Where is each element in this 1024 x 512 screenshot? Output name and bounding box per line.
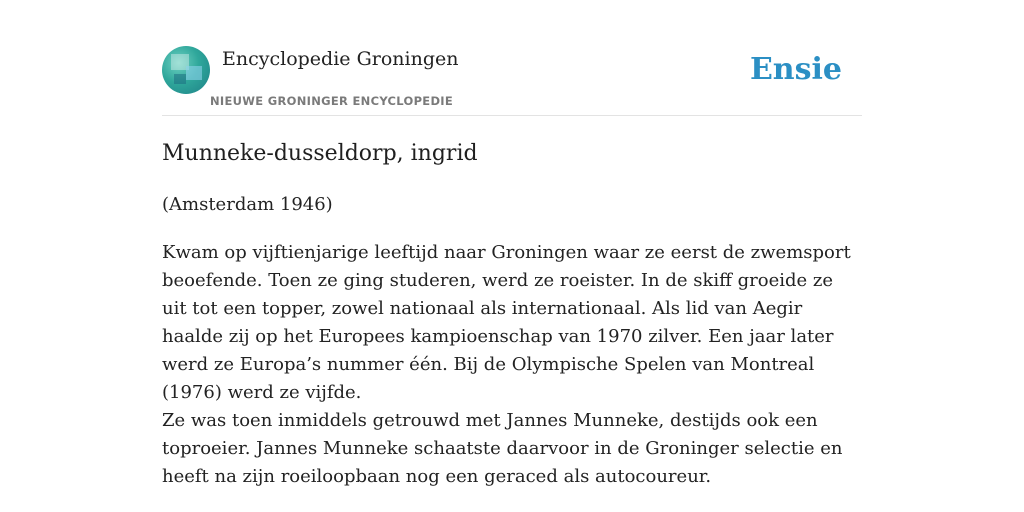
page-container	[162, 46, 862, 487]
site-header	[162, 46, 862, 116]
site-subtitle: NIEUWE GRONINGER ENCYCLOPEDIE	[210, 94, 454, 108]
article-origin: (Amsterdam 1946)	[162, 194, 333, 215]
site-title-link[interactable]: Encyclopedie Groningen	[222, 48, 459, 70]
article-title: Munneke-dusseldorp, ingrid	[162, 141, 478, 166]
groningen-map-logo-icon[interactable]	[162, 46, 210, 94]
ensie-brand-logo[interactable]: Ensie	[749, 52, 842, 87]
article-paragraph: Ze was toen inmiddels getrouwd met Jannes Munneke, destijds ook een toproeier. Jannes Munneke schaatste daarvoor in de Groninger selectie en heeft na zijn roeiloopbaan nog een geraced als autocoureur.	[162, 410, 843, 487]
logo-shape	[186, 66, 202, 80]
article-paragraph: Kwam op vijftienjarige leeftijd naar Groningen waar ze eerst de zwemsport beoefende. Toen ze ging studeren, werd ze roeister. In de skiff groeide ze uit tot een topper, zowel nationaal als internationaal. Als lid van Aegir haalde zij op het Europees kampioenschap van 1970 zilver. Een jaar later werd ze Europa’s nummer één. Bij de Olympische Spelen van Montreal (1976) werd ze vijfde.	[162, 242, 851, 403]
logo-shape	[174, 74, 186, 84]
